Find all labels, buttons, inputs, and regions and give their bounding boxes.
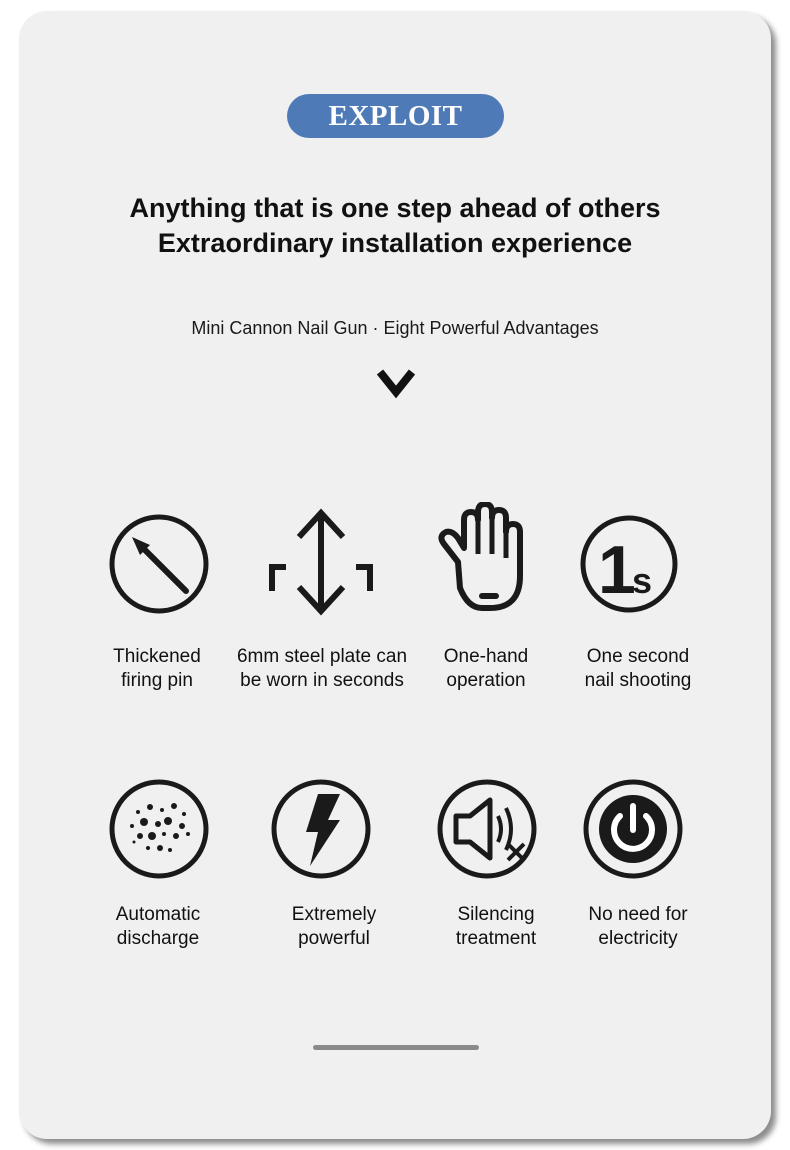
headline-line-1: Anything that is one step ahead of others bbox=[129, 193, 661, 223]
exploit-badge: EXPLOIT bbox=[287, 94, 504, 138]
lightning-bolt-icon bbox=[266, 774, 376, 884]
headline-line-2: Extraordinary installation experience bbox=[157, 228, 633, 258]
feature-label-steel-plate: 6mm steel plate can be worn in seconds bbox=[236, 646, 408, 691]
chevron-down-icon bbox=[376, 366, 416, 402]
steel-plate-arrows-icon bbox=[266, 507, 376, 617]
one-second-icon bbox=[574, 509, 684, 619]
svg-text:s: s bbox=[632, 560, 653, 601]
svg-text:1: 1 bbox=[598, 532, 636, 608]
feature-label-silencing: Silencing treatment bbox=[455, 904, 537, 949]
feature-label-firing-pin: Thickened firing pin bbox=[113, 646, 201, 691]
feature-label-electricity: No need for electricity bbox=[588, 904, 688, 949]
feature-label-discharge: Automatic discharge bbox=[115, 904, 201, 949]
speaker-muted-icon bbox=[432, 774, 542, 884]
subtitle: Mini Cannon Nail Gun · Eight Powerful Advantages bbox=[191, 318, 599, 338]
hand-icon bbox=[430, 502, 540, 612]
feature-label-one-second: One second nail shooting bbox=[584, 646, 692, 691]
firing-pin-icon bbox=[104, 509, 214, 619]
power-icon bbox=[578, 774, 688, 884]
dust-discharge-icon bbox=[104, 774, 214, 884]
feature-label-powerful: Extremely powerful bbox=[291, 904, 377, 949]
bottom-divider bbox=[313, 1045, 479, 1050]
feature-label-one-hand: One-hand operation bbox=[443, 646, 529, 691]
